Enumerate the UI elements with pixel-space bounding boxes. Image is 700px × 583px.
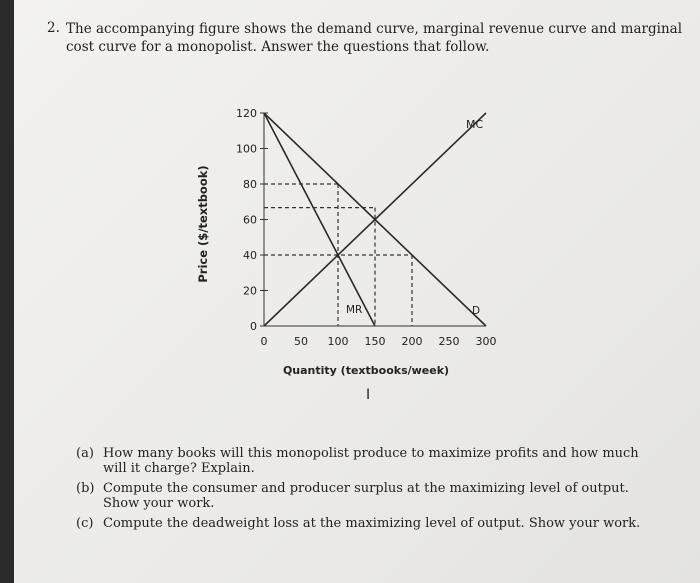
question-number: 2. (47, 20, 60, 36)
y-tick-label: 0 (250, 320, 257, 333)
worksheet-page (14, 0, 700, 583)
mr-curve (264, 113, 375, 326)
mc-curve-label: MC (466, 118, 484, 131)
x-tick-label: 100 (327, 335, 349, 348)
x-tick-label: 250 (438, 335, 460, 348)
x-tick-label: 0 (260, 335, 268, 348)
subquestion-b (76, 481, 656, 511)
x-tick-label: 150 (364, 335, 386, 348)
y-tick-label: 20 (243, 284, 257, 298)
y-tick-label: 100 (236, 142, 257, 156)
subquestion-b-label: (b) (76, 481, 95, 496)
subquestion-a-text: How many books will this monopolist produce to maximize profits and how much will it charge? Explain. (103, 446, 639, 476)
subquestion-b-text: Compute the consumer and producer surplus at the maximizing level of output. Show your work. (103, 481, 629, 511)
y-tick-label: 60 (243, 213, 257, 227)
y-tick-label: 40 (243, 249, 257, 262)
x-tick-label: 50 (294, 335, 308, 348)
x-tick-label: 200 (401, 335, 423, 348)
x-axis-label: Quantity (textbooks/week) (282, 364, 450, 377)
subquestion-a-label: (a) (76, 446, 94, 461)
question-text: The accompanying figure shows the demand curve, marginal revenue curve and marginal cost curve for a monopolist. Answer the questions that follow. (66, 21, 683, 55)
y-axis-label: Price ($/textbook) (196, 165, 210, 283)
subquestion-c-text: Compute the deadweight loss at the maximizing level of output. Show your work. (103, 516, 641, 531)
text-cursor-icon: I (366, 387, 371, 403)
subquestion-a (76, 446, 656, 476)
mr-curve-label: MR (346, 304, 363, 316)
y-tick-label: 80 (243, 178, 257, 191)
y-tick-label: 120 (236, 107, 257, 120)
subquestion-c (76, 516, 656, 531)
subquestion-c-label: (c) (76, 516, 94, 531)
demand-curve-label: D (472, 305, 481, 317)
x-tick-label: 300 (475, 335, 497, 348)
